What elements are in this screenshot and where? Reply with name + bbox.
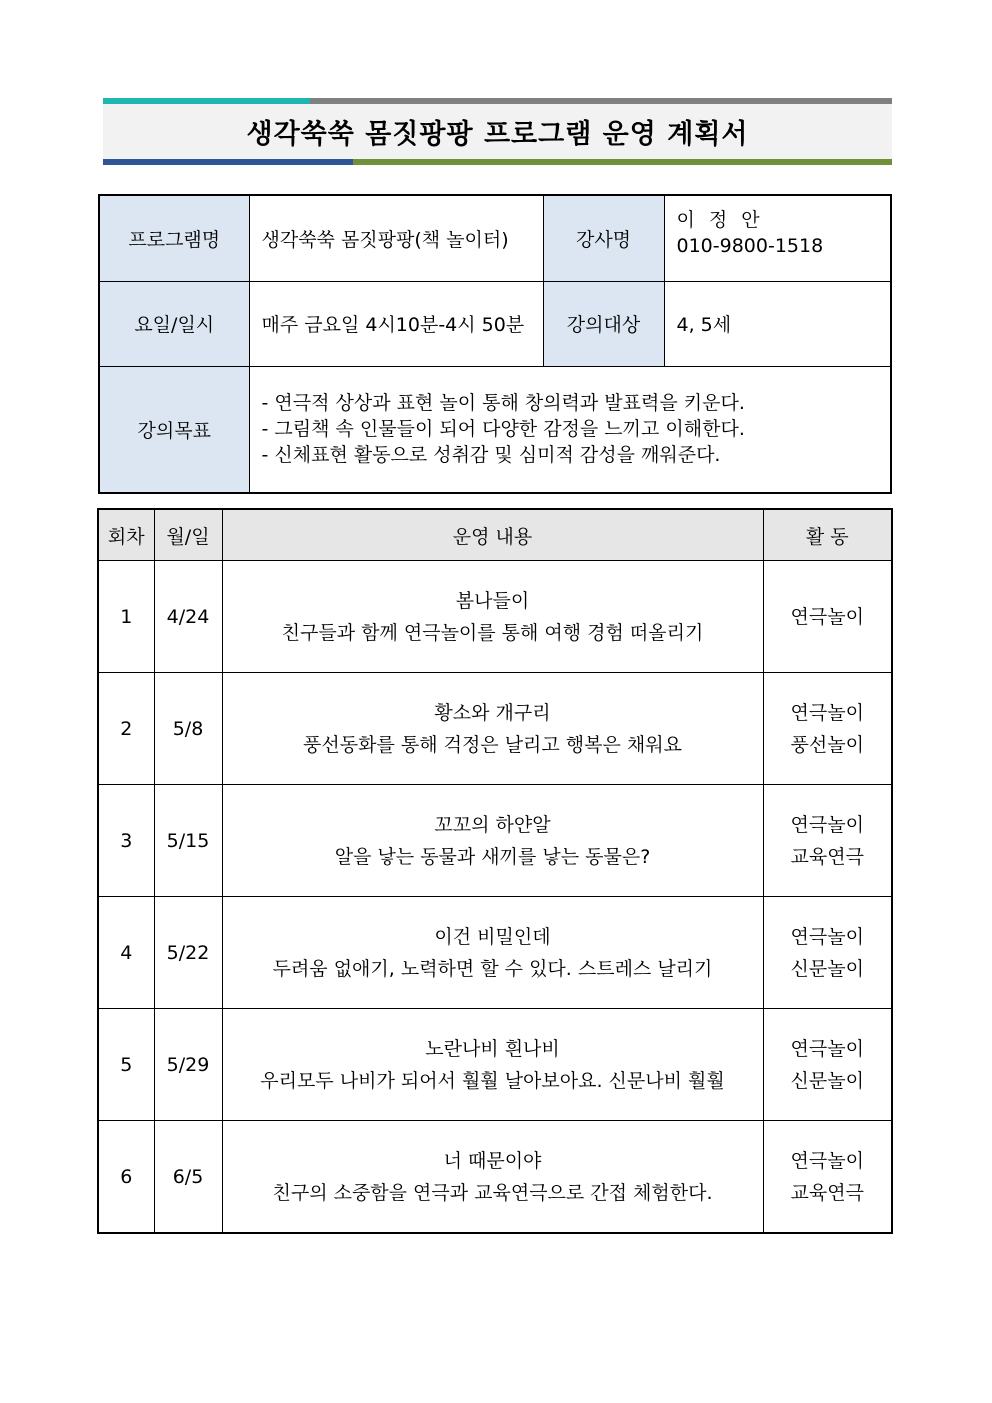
target-value: 4, 5세 <box>664 281 891 366</box>
activity-item: 연극놀이 <box>790 813 864 836</box>
goal-label: 강의목표 <box>99 366 249 493</box>
activity-item: 연극놀이 <box>790 925 864 948</box>
instructor-phone: 010-9800-1518 <box>676 235 824 258</box>
session-desc: 풍선동화를 통해 걱정은 날리고 행복은 채워요 <box>303 733 682 756</box>
goal-item: - 그림책 속 인물들이 되어 다양한 감정을 느끼고 이해한다. <box>261 418 745 441</box>
session-date: 6/5 <box>154 1121 222 1234</box>
session-date: 5/8 <box>154 673 222 785</box>
session-activity <box>763 1121 892 1234</box>
session-number: 3 <box>98 785 154 897</box>
activity-item: 신문놀이 <box>790 957 864 980</box>
program-info-table <box>98 194 892 494</box>
session-number: 2 <box>98 673 154 785</box>
session-content <box>222 897 763 1009</box>
session-content <box>222 785 763 897</box>
instructor-name: 이 정 안 <box>676 209 764 232</box>
title-bottom-bar-green <box>353 159 892 165</box>
session-date: 5/29 <box>154 1009 222 1121</box>
session-activity <box>763 785 892 897</box>
session-date: 5/15 <box>154 785 222 897</box>
session-number: 1 <box>98 561 154 673</box>
program-name-value: 생각쑥쑥 몸짓팡팡(책 놀이터) <box>249 195 543 281</box>
session-content <box>222 561 763 673</box>
goal-item: - 신체표현 활동으로 성취감 및 심미적 감성을 깨워준다. <box>261 444 721 467</box>
header-session: 회차 <box>98 509 154 561</box>
instructor-cell <box>664 195 891 281</box>
table-row <box>98 561 892 673</box>
session-date: 5/22 <box>154 897 222 1009</box>
session-activity <box>763 897 892 1009</box>
session-title: 노란나비 흰나비 <box>425 1037 560 1060</box>
schedule-label: 요일/일시 <box>99 281 249 366</box>
activity-item: 연극놀이 <box>790 605 864 628</box>
session-title: 꼬꼬의 하얀알 <box>434 813 551 836</box>
header-content: 운영 내용 <box>222 509 763 561</box>
activity-item: 교육연극 <box>790 845 864 868</box>
header-date: 월/일 <box>154 509 222 561</box>
title-bottom-bar <box>103 159 892 165</box>
session-activity <box>763 1009 892 1121</box>
table-row <box>98 673 892 785</box>
title-box <box>103 104 892 159</box>
schedule-header-row <box>98 509 892 561</box>
activity-item: 연극놀이 <box>790 701 864 724</box>
session-content <box>222 1121 763 1234</box>
activity-item: 연극놀이 <box>790 1037 864 1060</box>
schedule-value: 매주 금요일 4시10분-4시 50분 <box>249 281 543 366</box>
session-desc: 친구의 소중함을 연극과 교육연극으로 간접 체험한다. <box>272 1181 713 1204</box>
activity-item: 풍선놀이 <box>790 733 864 756</box>
goal-cell <box>249 366 891 493</box>
table-row <box>98 1121 892 1234</box>
target-label: 강의대상 <box>543 281 664 366</box>
table-row <box>98 785 892 897</box>
instructor-label: 강사명 <box>543 195 664 281</box>
program-name-label: 프로그램명 <box>99 195 249 281</box>
activity-item: 연극놀이 <box>790 1149 864 1172</box>
session-title: 너 때문이야 <box>443 1149 542 1172</box>
session-title: 봄나들이 <box>455 589 530 612</box>
activity-item: 신문놀이 <box>790 1069 864 1092</box>
schedule-table <box>97 508 893 1234</box>
title-bottom-bar-blue <box>103 159 353 165</box>
session-activity <box>763 673 892 785</box>
table-row <box>98 897 892 1009</box>
session-content <box>222 1009 763 1121</box>
document-title: 생각쑥쑥 몸짓팡팡 프로그램 운영 계획서 <box>246 119 749 150</box>
session-title: 황소와 개구리 <box>434 701 551 724</box>
session-number: 4 <box>98 897 154 1009</box>
header-activity: 활 동 <box>763 509 892 561</box>
table-row <box>98 1009 892 1121</box>
goal-item: - 연극적 상상과 표현 놀이 통해 창의력과 발표력을 키운다. <box>261 392 745 415</box>
session-activity <box>763 561 892 673</box>
session-desc: 알을 낳는 동물과 새끼를 낳는 동물은? <box>334 845 651 868</box>
session-desc: 친구들과 함께 연극놀이를 통해 여행 경험 떠올리기 <box>281 621 704 644</box>
session-content <box>222 673 763 785</box>
session-title: 이건 비밀인데 <box>434 925 551 948</box>
session-desc: 우리모두 나비가 되어서 훨훨 날아보아요. 신문나비 훨훨 <box>260 1069 725 1092</box>
session-number: 6 <box>98 1121 154 1234</box>
activity-item: 교육연극 <box>790 1181 864 1204</box>
document-title-banner <box>103 98 892 165</box>
session-date: 4/24 <box>154 561 222 673</box>
session-number: 5 <box>98 1009 154 1121</box>
session-desc: 두려움 없애기, 노력하면 할 수 있다. 스트레스 날리기 <box>272 957 713 980</box>
